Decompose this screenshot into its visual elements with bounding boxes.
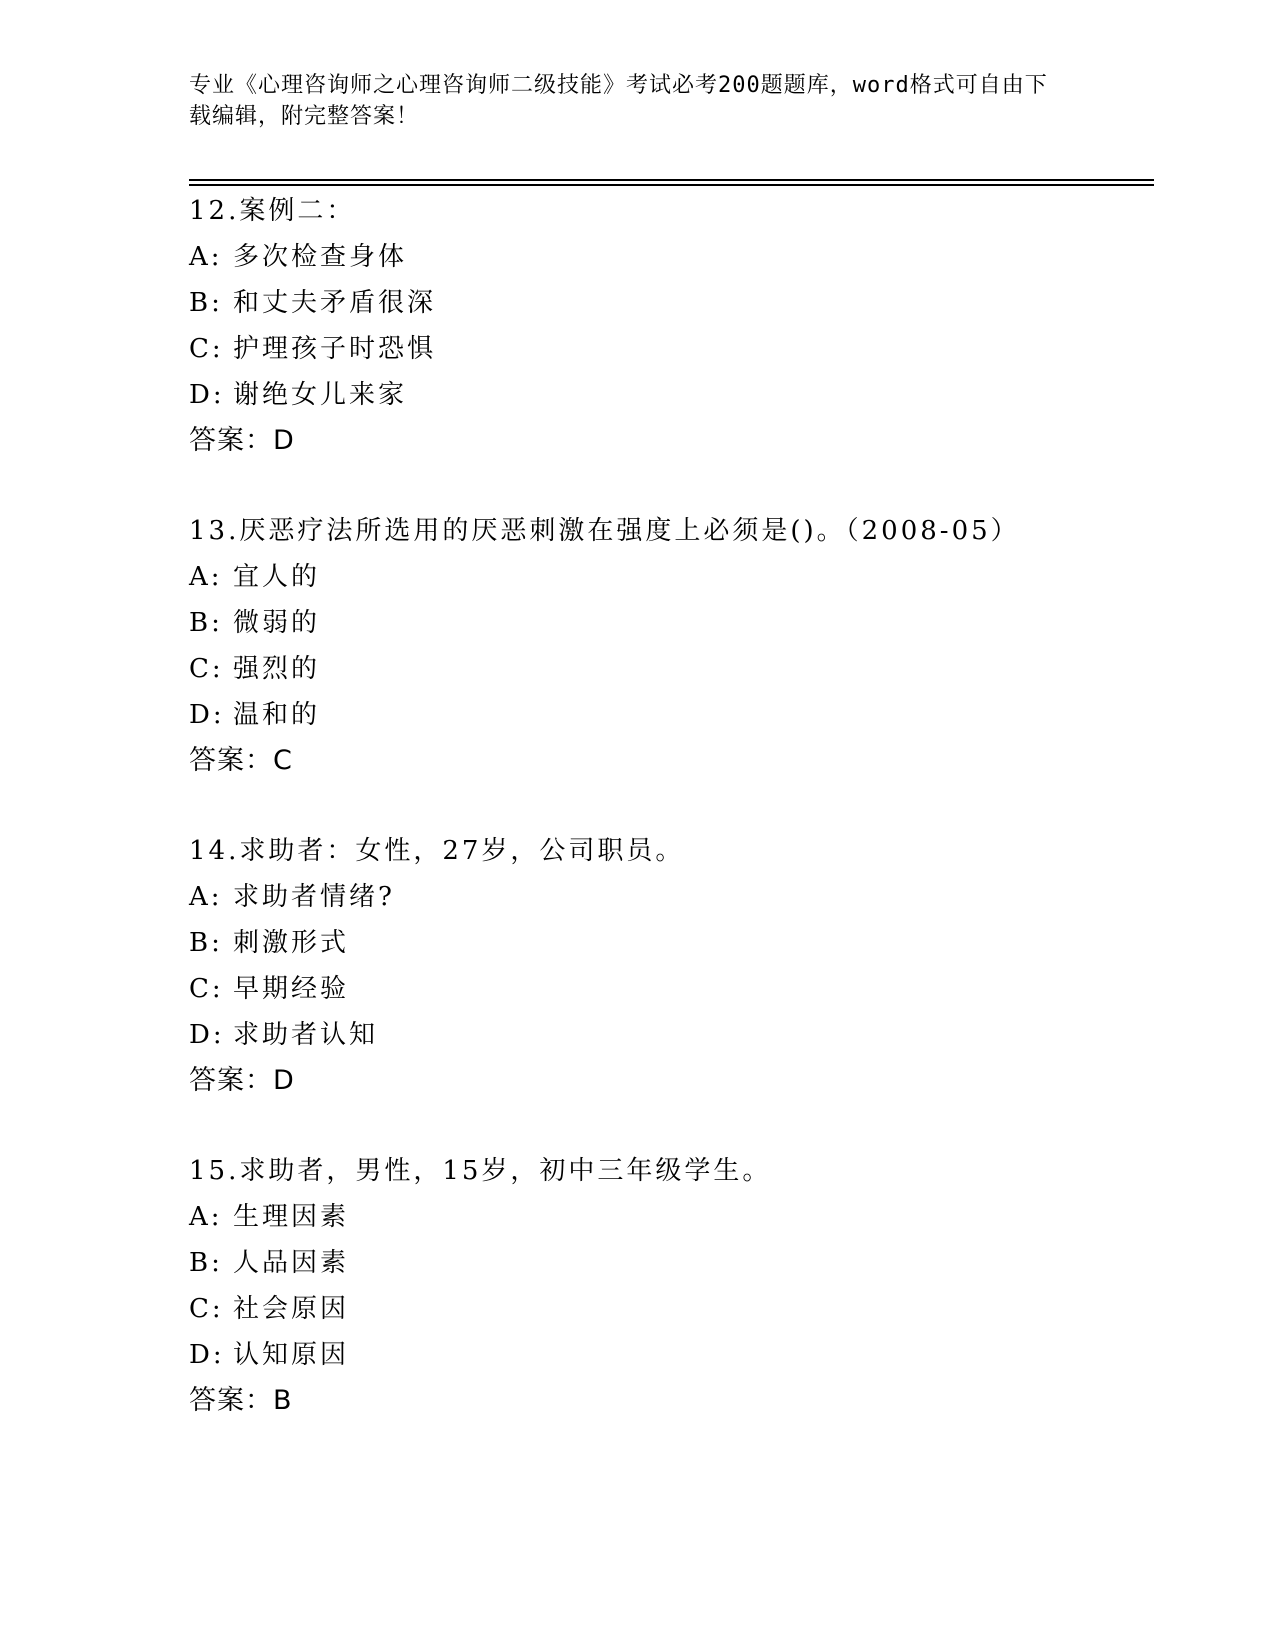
option-d [189, 692, 1149, 738]
option-text: 早期经验 [233, 974, 350, 1004]
header-divider-top [189, 179, 1154, 181]
option-text: 认知原因 [233, 1340, 350, 1370]
header-divider-bottom [189, 184, 1154, 186]
option-text: 社会原因 [233, 1294, 350, 1324]
option-b [189, 280, 1149, 326]
option-text: 刺激形式 [233, 928, 350, 958]
option-text: 生理因素 [233, 1202, 350, 1232]
option-b [189, 920, 1149, 966]
answer-line: 答案：B [189, 1385, 293, 1416]
option-a [189, 1194, 1149, 1240]
option-text: 求助者情绪? [233, 882, 395, 912]
option-d [189, 1332, 1149, 1378]
option-letter: B: [189, 288, 223, 318]
answer-line: 答案：D [189, 425, 295, 456]
option-text: 人品因素 [233, 1248, 350, 1278]
option-text: 强烈的 [233, 654, 321, 684]
option-letter: C: [189, 1294, 224, 1324]
option-letter: A: [189, 1202, 223, 1232]
question-14 [189, 828, 1149, 1104]
option-b [189, 600, 1149, 646]
answer-line: 答案：D [189, 1065, 295, 1096]
option-a [189, 554, 1149, 600]
option-a [189, 234, 1149, 280]
option-letter: D: [189, 700, 225, 730]
option-letter: D: [189, 1340, 225, 1370]
option-letter: A: [189, 882, 223, 912]
answer-line: 答案：C [189, 745, 293, 776]
question-stem: 14.求助者：女性，27岁，公司职员。 [189, 836, 685, 866]
option-a [189, 874, 1149, 920]
option-c [189, 966, 1149, 1012]
option-c [189, 326, 1149, 372]
question-stem: 13.厌恶疗法所选用的厌恶刺激在强度上必须是()。（2008-05） [189, 516, 1020, 546]
option-c [189, 1286, 1149, 1332]
option-text: 宜人的 [233, 562, 321, 592]
option-text: 护理孩子时恐惧 [233, 334, 437, 364]
question-15 [189, 1148, 1149, 1424]
option-letter: A: [189, 242, 223, 272]
question-12 [189, 188, 1149, 464]
question-13 [189, 508, 1149, 784]
question-stem: 15.求助者，男性，15岁，初中三年级学生。 [189, 1156, 772, 1186]
document-header: 专业《心理咨询师之心理咨询师二级技能》考试必考200题题库，word格式可自由下载编辑，附完整答案！ [189, 73, 1048, 129]
option-text: 和丈夫矛盾很深 [233, 288, 437, 318]
option-d [189, 1012, 1149, 1058]
option-letter: C: [189, 654, 224, 684]
question-stem: 12.案例二： [189, 196, 356, 226]
option-letter: C: [189, 974, 224, 1004]
option-letter: B: [189, 1248, 223, 1278]
option-c [189, 646, 1149, 692]
question-list [189, 188, 1149, 1468]
option-text: 谢绝女儿来家 [233, 380, 408, 410]
option-letter: D: [189, 1020, 225, 1050]
option-letter: B: [189, 928, 223, 958]
option-letter: C: [189, 334, 224, 364]
option-text: 求助者认知 [233, 1020, 379, 1050]
option-letter: A: [189, 562, 223, 592]
option-letter: B: [189, 608, 223, 638]
option-text: 多次检查身体 [233, 242, 408, 272]
option-letter: D: [189, 380, 225, 410]
option-text: 温和的 [233, 700, 321, 730]
option-b [189, 1240, 1149, 1286]
option-d [189, 372, 1149, 418]
option-text: 微弱的 [233, 608, 321, 638]
